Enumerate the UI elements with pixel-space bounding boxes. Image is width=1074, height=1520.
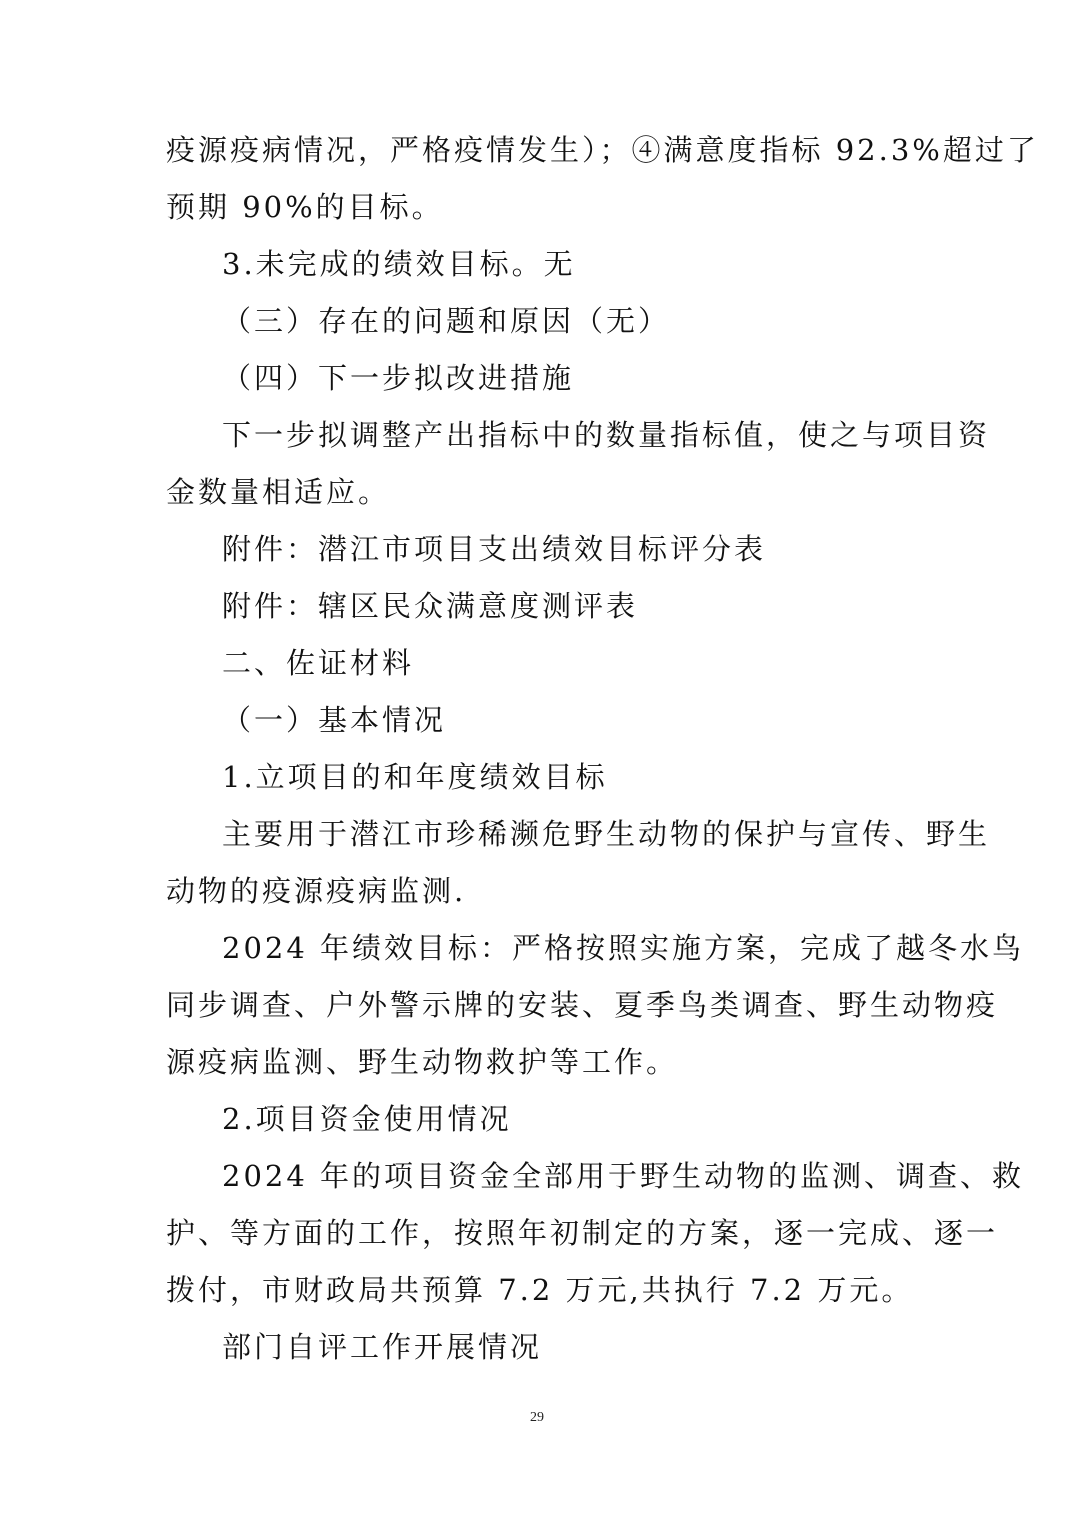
section-heading: （三）存在的问题和原因（无） [222, 304, 671, 338]
paragraph-line: 同步调查、户外警示牌的安装、夏季鸟类调查、野生动物疫 [166, 988, 999, 1022]
section-heading: 二、佐证材料 [222, 646, 415, 680]
paragraph-line: 护、等方面的工作，按照年初制定的方案，逐一完成、逐一 [166, 1216, 999, 1250]
paragraph-line: 动物的疫源疫病监测. [166, 874, 467, 908]
paragraph-line: 部门自评工作开展情况 [222, 1330, 543, 1364]
paragraph-line: 主要用于潜江市珍稀濒危野生动物的保护与宣传、野生 [222, 817, 991, 851]
paragraph-line: 预期 90%的目标。 [166, 190, 444, 224]
attachment-line: 附件：潜江市项目支出绩效目标评分表 [222, 532, 767, 566]
paragraph-line: 拨付，市财政局共预算 7.2 万元,共执行 7.2 万元。 [166, 1273, 914, 1307]
subsection-heading: 1.立项目的和年度绩效目标 [222, 760, 608, 794]
attachment-line: 附件：辖区民众满意度测评表 [222, 589, 639, 623]
section-heading: （一）基本情况 [222, 703, 447, 737]
subsection-heading: 2.项目资金使用情况 [222, 1102, 512, 1136]
paragraph-line: 3.未完成的绩效目标。无 [222, 247, 576, 281]
page-number: 29 [530, 1410, 544, 1425]
paragraph-line: 2024 年的项目资金全部用于野生动物的监测、调查、救 [222, 1159, 1025, 1193]
paragraph-line: 金数量相适应。 [166, 475, 391, 509]
paragraph-line: 源疫病监测、野生动物救护等工作。 [166, 1045, 679, 1079]
paragraph-line: 疫源疫病情况，严格疫情发生）；④满意度指标 92.3%超过了 [166, 133, 1039, 167]
paragraph-line: 2024 年绩效目标：严格按照实施方案，完成了越冬水鸟 [222, 931, 1025, 965]
paragraph-line: 下一步拟调整产出指标中的数量指标值，使之与项目资 [222, 418, 991, 452]
section-heading: （四）下一步拟改进措施 [222, 361, 575, 395]
body-text [166, 122, 1039, 1376]
